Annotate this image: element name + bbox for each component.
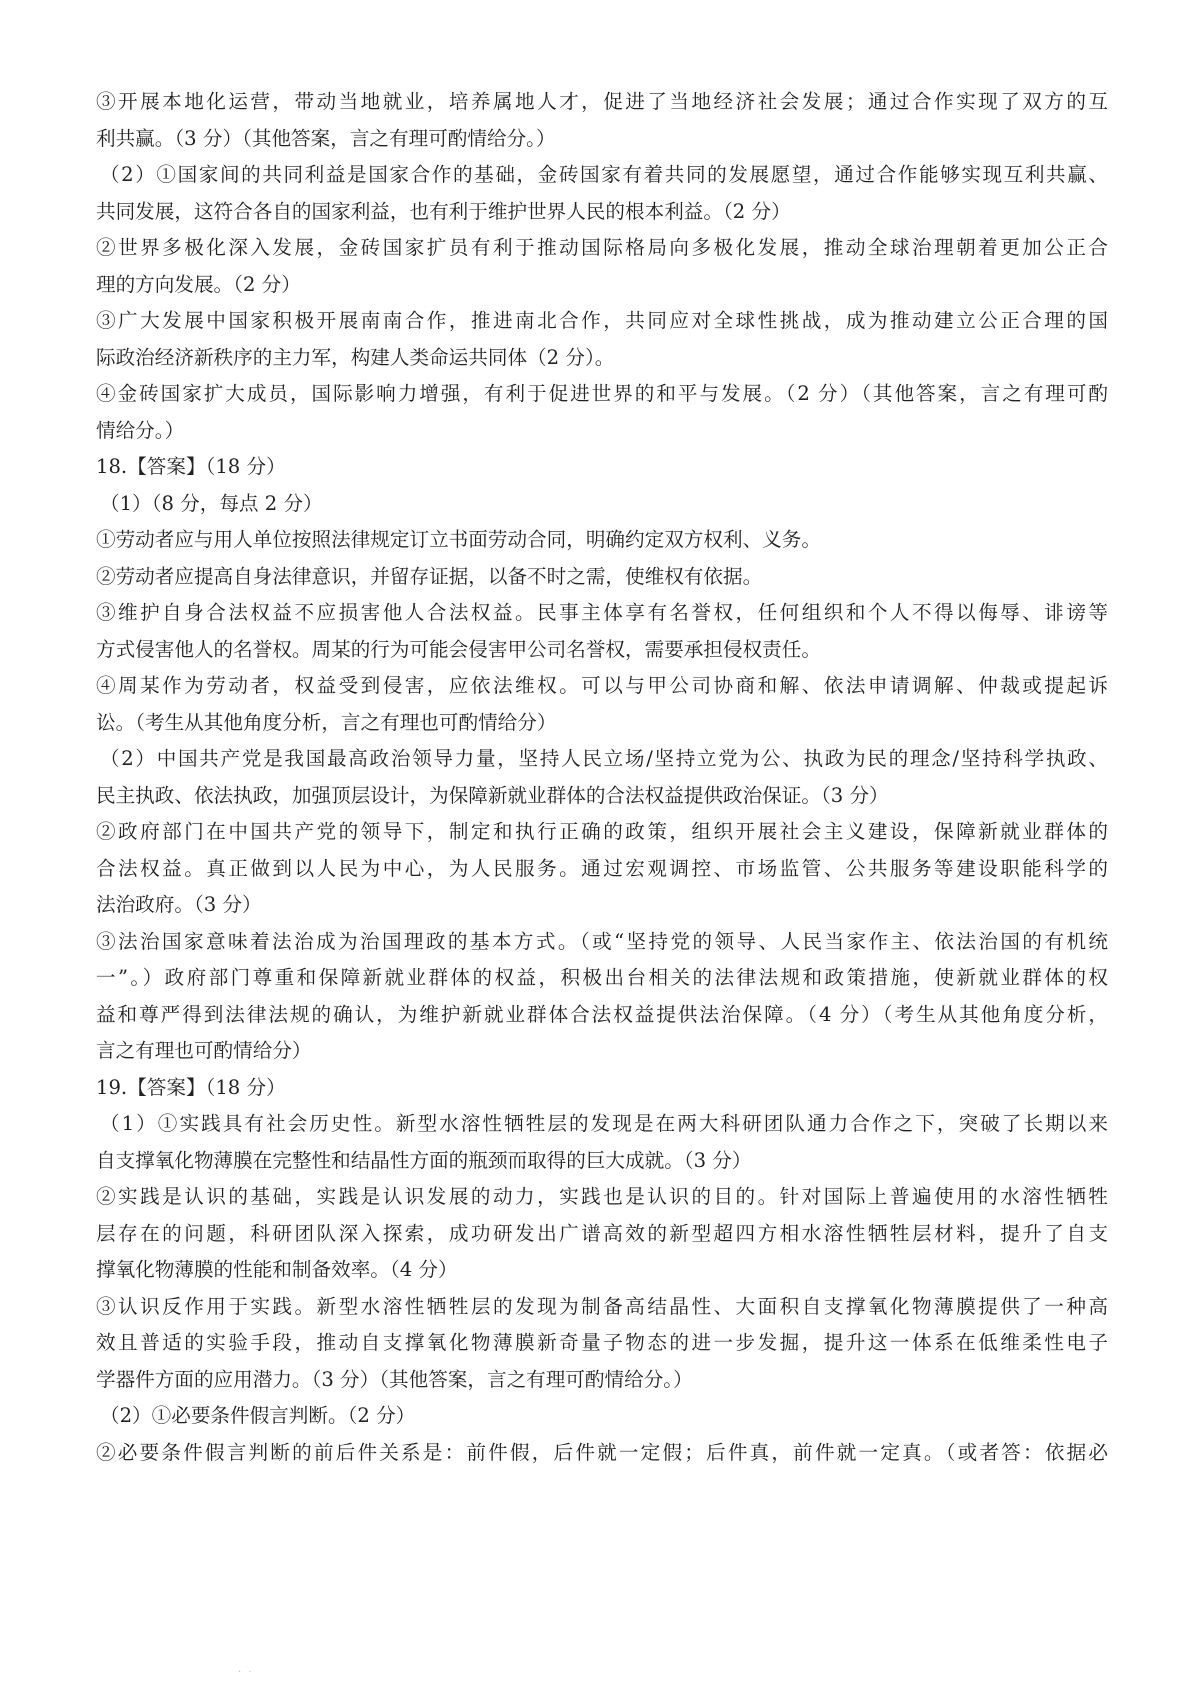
- text-line: ③法治国家意味着法治成为治国理政的基本方式。（或“坚持党的领导、人民当家作主、依法治国的有机统: [96, 929, 1108, 953]
- text-line: 18.【答案】（18 分）: [96, 455, 286, 478]
- text-line: 理的方向发展。（2 分）: [96, 272, 301, 296]
- text-line: 讼。（考生从其他角度分析，言之有理也可酌情给分）: [96, 710, 557, 734]
- text-line: 利共赢。（3 分）（其他答案，言之有理可酌情给分。）: [96, 126, 556, 150]
- text-line: ②必要条件假言判断的前后件关系是：前件假，后件就一定假；后件真，前件就一定真。（或者答：依据必: [96, 1440, 1108, 1464]
- text-line: ③维护自身合法权益不应损害他人合法权益。民事主体享有名誉权，任何组织和个人不得以侮辱、诽谤等: [96, 601, 1108, 624]
- text-line: 合法权益。真正做到以人民为中心，为人民服务。通过宏观调控、市场监管、公共服务等建设职能科学的: [96, 856, 1108, 880]
- text-line: ②政府部门在中国共产党的领导下，制定和执行正确的政策，组织开展社会主义建设，保障新就业群体的: [96, 820, 1108, 843]
- text-line: 效且普适的实验手段，推动自支撑氧化物薄膜新奇量子物态的进一步发掘，提升这一体系在低维柔性电子: [96, 1331, 1108, 1354]
- text-line: ②劳动者应提高自身法律意识，并留存证据，以备不时之需，使维权有依据。: [96, 564, 763, 588]
- text-line: 自支撑氧化物薄膜在完整性和结晶性方面的瓶颈而取得的巨大成就。（3 分）: [96, 1148, 752, 1172]
- text-line: 一”。）政府部门尊重和保障新就业群体的权益，积极出台相关的法律法规和政策措施，使新就业群体的权: [96, 966, 1108, 989]
- text-line: 民主执政、依法执政，加强顶层设计，为保障新就业群体的合法权益提供政治保证。（3 分）: [96, 783, 889, 807]
- text-line: 层存在的问题，科研团队深入探索，成功研发出广谱高效的新型超四方相水溶性牺牲层材料，提升了自支: [96, 1221, 1108, 1245]
- text-line: 情给分。）: [96, 418, 185, 442]
- text-line: ②世界多极化深入发展，金砖国家扩员有利于推动国际格局向多极化发展，推动全球治理朝着更加公正合: [96, 236, 1108, 259]
- text-line: （1）①实践具有社会历史性。新型水溶性牺牲层的发现是在两大科研团队通力合作之下，突破了长期以来: [100, 1112, 1108, 1135]
- text-line: ③广大发展中国家积极开展南南合作，推进南北合作，共同应对全球性挑战，成为推动建立公正合理的国: [96, 309, 1108, 332]
- text-line: （2）①国家间的共同利益是国家合作的基础，金砖国家有着共同的发展愿望，通过合作能够实现互利共赢、: [100, 163, 1108, 186]
- text-line: 共同发展，这符合各自的国家利益，也有利于维护世界人民的根本利益。（2 分）: [96, 199, 791, 223]
- text-line: 方式侵害他人的名誉权。周某的行为可能会侵害甲公司名誉权，需要承担侵权责任。: [96, 637, 821, 661]
- text-line: ④金砖国家扩大成员，国际影响力增强，有利于促进世界的和平与发展。（2 分）（其他答案，言之有理可酌: [96, 382, 1108, 405]
- text-line: 19.【答案】（18 分）: [96, 1075, 286, 1099]
- text-line: 益和尊严得到法律法规的确认，为维护新就业群体合法权益提供法治保障。（4 分）（考生从其他角度分析，: [96, 1002, 1108, 1026]
- answer-text-body: [96, 84, 1108, 1471]
- text-line: 学器件方面的应用潜力。（3 分）（其他答案，言之有理可酌情给分。）: [96, 1367, 693, 1391]
- text-line: 法治政府。（3 分）: [96, 893, 262, 916]
- text-line: （2）中国共产党是我国最高政治领导力量，坚持人民立场/坚持立党为公、执政为民的理念/坚持科学执政、: [100, 747, 1108, 770]
- text-line: ④周某作为劳动者，权益受到侵害，应依法维权。可以与甲公司协商和解、依法申请调解、仲裁或提起诉: [96, 674, 1108, 697]
- text-line: （1）（8 分，每点 2 分）: [100, 491, 323, 515]
- text-line: ③认识反作用于实践。新型水溶性牺牲层的发现为制备高结晶性、大面积自支撑氧化物薄膜提供了一种高: [96, 1294, 1108, 1318]
- text-line: 言之有理也可酌情给分）: [96, 1039, 312, 1062]
- text-line: （2）①必要条件假言判断。（2 分）: [100, 1404, 416, 1427]
- text-line: 撑氧化物薄膜的性能和制备效率。（4 分）: [96, 1258, 458, 1281]
- text-line: ③开展本地化运营，带动当地就业，培养属地人才，促进了当地经济社会发展；通过合作实现了双方的互: [96, 90, 1108, 113]
- text-line: ②实践是认识的基础，实践是认识发展的动力，实践也是认识的目的。针对国际上普遍使用的水溶性牺牲: [96, 1185, 1108, 1208]
- text-line: ①劳动者应与用人单位按照法律规定订立书面劳动合同，明确约定双方权利、义务。: [96, 528, 821, 551]
- text-line: 际政治经济新秩序的主力军，构建人类命运共同体（2 分）。: [96, 345, 615, 369]
- footer-mark: . .: [238, 1664, 254, 1675]
